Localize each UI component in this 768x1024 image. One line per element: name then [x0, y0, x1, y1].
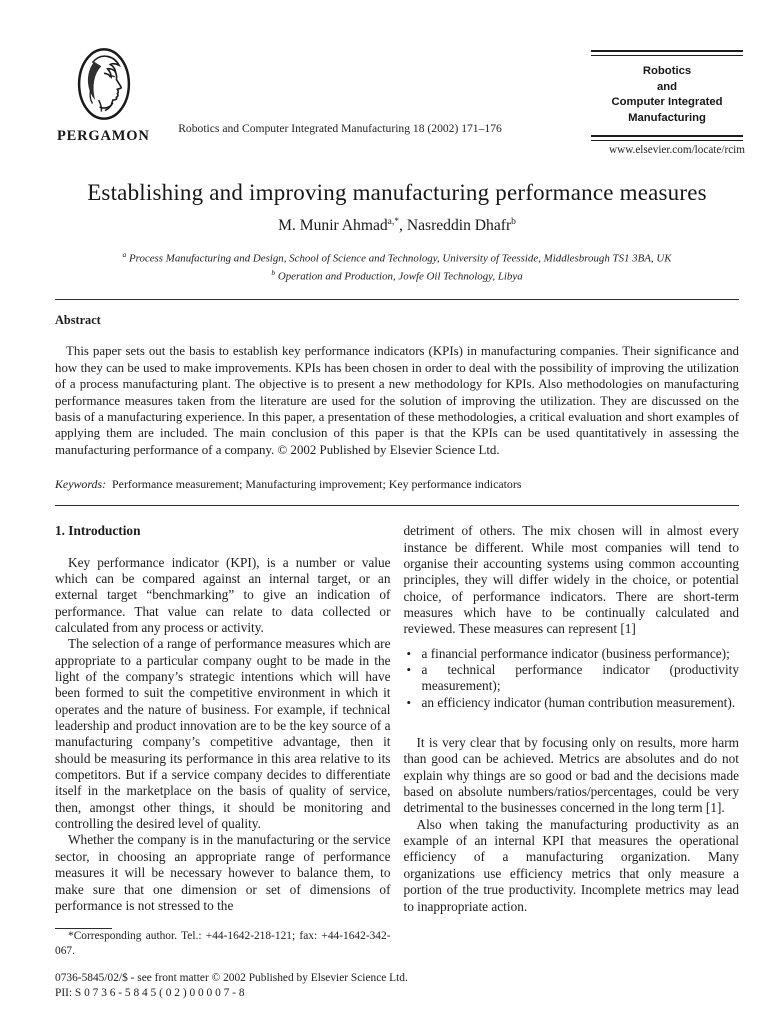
box-bottom-rule: [591, 135, 743, 141]
journal-title-box: [591, 50, 743, 141]
bullet-text-financial: a financial performance indicator (business performance);: [421, 645, 730, 661]
right-column: [404, 523, 740, 959]
journal-website-url: www.elsevier.com/locate/rcim: [609, 144, 745, 156]
bullet-icon: •: [406, 662, 412, 678]
affiliation-a-mark: a: [122, 250, 127, 260]
pii-line: PII: S 0 7 3 6 - 5 8 4 5 ( 0 2 ) 0 0 0 0 7 - 8: [55, 987, 245, 1000]
keywords-bottom-rule: [55, 505, 739, 506]
front-matter-line: 0736-5845/02/$ - see front matter © 2002 Published by Elsevier Science Ltd.: [55, 971, 408, 984]
page-header: [55, 0, 745, 172]
author-line: [55, 217, 739, 235]
pergamon-logo: [57, 44, 177, 145]
intro-paragraph-1: Key performance indicator (KPI), is a number or value which can be compared against an internal target, or an external target “benchmarking” to give an indication of performance. That value can relate to data collected or calculated from any process or activity.: [55, 554, 391, 635]
journal-title-line2: and: [656, 80, 678, 93]
imprint-footer: [55, 971, 739, 1002]
corresponding-author-footnote: *Corresponding author. Tel.: +44-1642-218-121; fax: +44-1642-342-067.: [55, 930, 391, 957]
abstract-text: This paper sets out the basis to establish key performance indicators (KPIs) in manufacturing companies. Their significance and how they can be used to make improvements. KPIs has been chosen in order to deal with the possibility of improving the utilization of a process manufacturing plant. The objective is to present a new methodology for KPIs. Also methodologies on manufacturing performance measures taken from the literature are used for the solution of improving the utilization. They are discussed on the basis of a manufacturing experience. In this paper, a presentation of these methodologies, a critical evaluation and short examples of applying them are included. The main conclusion of this paper is that the KPIs can be used quantitatively in assessing the manufacturing performance of a company. © 2002 Published by Elsevier Science Ltd.: [55, 344, 739, 457]
author-2-affiliation-mark: b: [511, 217, 516, 227]
affiliation-b-mark: b: [271, 268, 276, 278]
journal-title-line1: Robotics: [642, 65, 692, 77]
left-column: [55, 523, 391, 959]
affiliation-b-text: Operation and Production, Jowfe Oil Technology, Libya: [277, 270, 523, 283]
author-separator: ,: [399, 217, 407, 235]
keywords-text: Performance measurement; Manufacturing improvement; Key performance indicators: [112, 477, 522, 492]
pergamon-head-icon: [69, 44, 139, 124]
intro-paragraph-3: Whether the company is in the manufacturing or the service sector, in choosing an appropriate range of performance measures it will be necessary however to balance them, to make sure that one dimension or set of dimensions of performance is not stressed to the: [55, 832, 391, 913]
body-paragraph-productivity: Also when taking the manufacturing productivity as an example of an internal KPI that measures the operational efficiency of a manufacturing organization. Many organizations use efficiency metrics that only measure a portion of the true productivity. Incomplete metrics may lead to inappropriate action.: [403, 816, 739, 914]
list-item: [407, 662, 740, 695]
author-1-name: M. Munir Ahmad: [278, 217, 388, 235]
article-title: Establishing and improving manufacturing performance measures: [87, 180, 707, 205]
journal-title-line4: Manufacturing: [628, 111, 706, 124]
body-paragraph-results: It is very clear that by focusing only on results, more harm than good can be achieved. Metrics are absolutes and do not explain why things are so good or bad and the decisions made based on absolute numbers/ratios/percentages, could be very detrimental to the businesses concerned in the long term [1].: [403, 735, 739, 816]
list-item: [407, 695, 740, 711]
affiliation-b: [55, 266, 739, 284]
author-1-affiliation-mark: a,*: [387, 217, 400, 227]
body-columns: [55, 523, 739, 959]
abstract-heading: Abstract: [55, 313, 101, 328]
abstract-top-rule: [55, 299, 739, 300]
bullet-icon: •: [406, 694, 412, 710]
journal-citation-line: Robotics and Computer Integrated Manufacturing 18 (2002) 171–176: [178, 122, 502, 135]
journal-title-text: [591, 56, 743, 135]
bullet-text-technical: a technical performance indicator (productivity measurement);: [421, 662, 739, 694]
section-heading-introduction: 1. Introduction: [55, 523, 141, 539]
affiliations: [55, 248, 739, 284]
author-2-name: Nasreddin Dhafr: [406, 217, 512, 235]
keywords-line: [55, 477, 739, 492]
keywords-label: Keywords:: [55, 477, 107, 492]
bullet-text-efficiency: an efficiency indicator (human contribution measurement).: [421, 694, 736, 710]
footnote-block: [55, 914, 391, 959]
journal-title-line3: Computer Integrated: [611, 96, 723, 108]
bullet-icon: •: [406, 645, 412, 661]
publisher-name: PERGAMON: [57, 128, 150, 144]
body-paragraph-continuation: detriment of others. The mix chosen will in almost every instance be different. While most companies will tend to organise their accounting systems using common accounting principles, they will differ widely in the choice, or potential choice, of performance indicators. There are short-term measures which have to be continually calculated and reviewed. These measures can represent [1]: [403, 523, 739, 637]
intro-paragraph-2: The selection of a range of performance measures which are appropriate to a particular company ought to be made in the light of the company’s strategic intentions which will have been formed to suit the competitive environment in which it operates and the nature of business. For example, if technical leadership and product innovation are to be the key source of a manufacturing company’s competitive advantage, then it should be measuring its performance in this area relative to its competitors. But if a service company decides to differentiate itself in the marketplace on the basis of quality of service, then, amongst other things, it should be monitoring and controlling the desired level of quality.: [55, 636, 391, 832]
kpi-bullet-list: [407, 646, 740, 711]
affiliation-a-text: Process Manufacturing and Design, School of Science and Technology, University of Teesside, Middlesbrough TS1 3BA, UK: [128, 252, 672, 265]
list-item: [407, 646, 740, 662]
affiliation-a: [55, 248, 739, 266]
